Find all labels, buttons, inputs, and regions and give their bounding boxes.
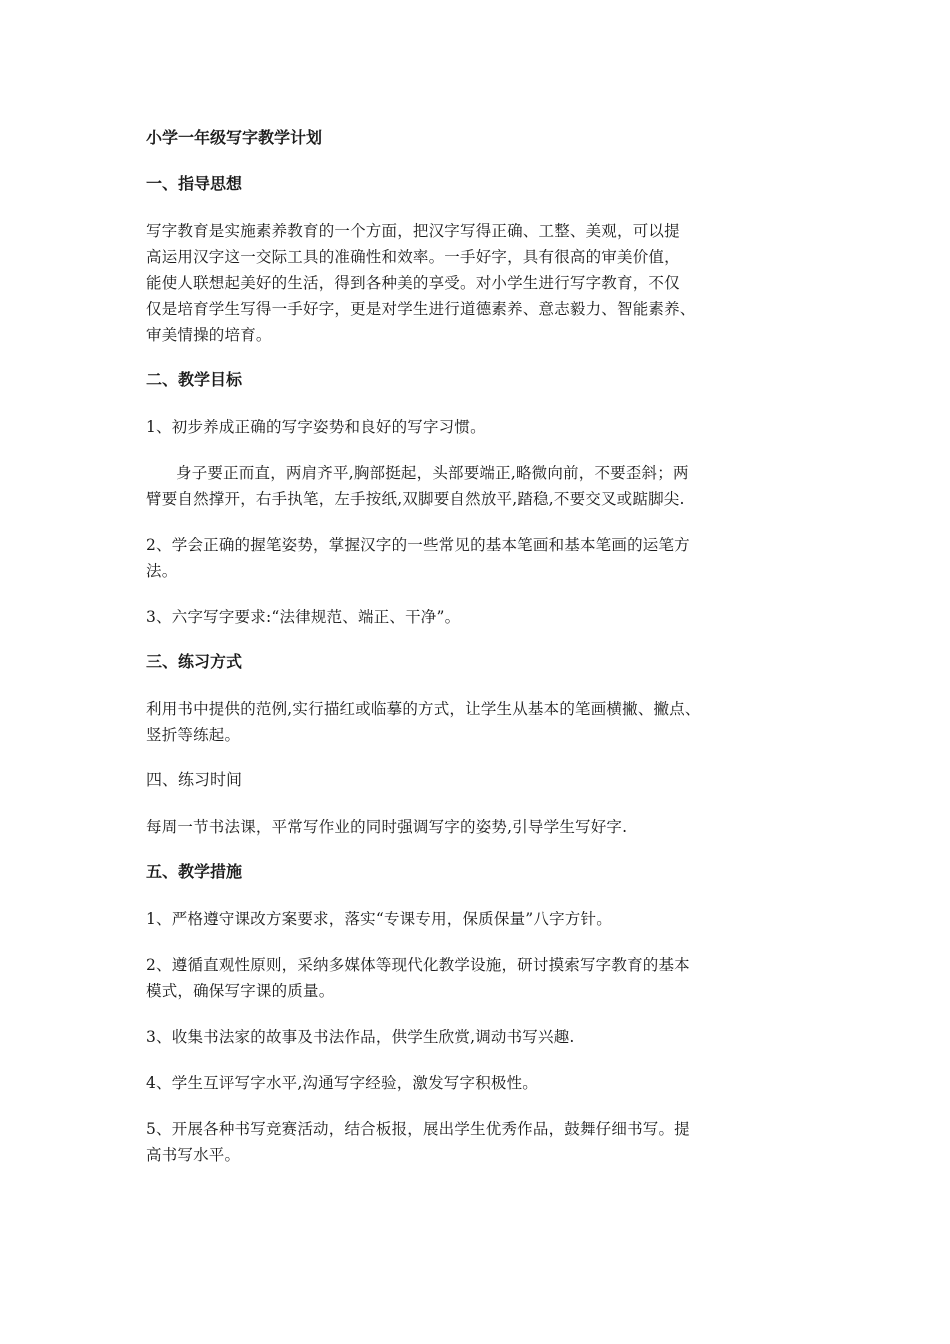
paragraph [146,814,816,840]
paragraph [146,414,816,440]
section-heading: 五、教学措施 [146,862,243,881]
text-line: 法。 [146,562,178,580]
paragraph [146,460,816,512]
text-line: 模式，确保写字课的质量。 [146,982,335,1000]
text-line: 2、学会正确的握笔姿势，掌握汉字的一些常见的基本笔画和基本笔画的运笔方 [146,536,690,554]
text-line: 写字教育是实施素养教育的一个方面，把汉字写得正确、工整、美观，可以提 [146,222,680,240]
text-line: 5、开展各种书写竞赛活动，结合板报，展出学生优秀作品，鼓舞仔细书写。提 [146,1120,690,1138]
text-line: 审美情操的培育。 [146,326,272,344]
text-line: 1、初步养成正确的写字姿势和良好的写字习惯。 [146,418,486,436]
text-line: 能使人联想起美好的生活，得到各种美的享受。对小学生进行写字教育，不仅 [146,274,680,292]
paragraph [146,952,816,1004]
paragraph [146,1116,816,1168]
section-heading: 四、练习时间 [146,770,243,789]
text-line: 高书写水平。 [146,1146,241,1164]
paragraph [146,696,816,748]
paragraph [146,218,816,348]
text-line: 身子要正而直，两肩齐平,胸部挺起，头部要端正,略微向前，不要歪斜；两 [176,464,689,482]
text-line: 高运用汉字这一交际工具的准确性和效率。一手好字，具有很高的审美价值， [146,248,680,266]
section-heading: 二、教学目标 [146,370,243,389]
text-line: 臂要自然撑开，右手执笔，左手按纸,双脚要自然放平,踏稳,不要交叉或踮脚尖. [146,490,685,508]
text-line: 仅是培育学生写得一手好字，更是对学生进行道德素养、意志毅力、智能素养、 [146,300,696,318]
text-line: 2、遵循直观性原则，采纳多媒体等现代化教学设施，研讨摸索写字教育的基本 [146,956,690,974]
text-line: 4、学生互评写字水平,沟通写字经验，激发写字积极性。 [146,1074,538,1092]
text-line: 竖折等练起。 [146,726,241,744]
text-line: 利用书中提供的范例,实行描红或临摹的方式，让学生从基本的笔画横撇、撇点、 [146,700,701,718]
text-line: 每周一节书法课，平常写作业的同时强调写字的姿势,引导学生写好字. [146,818,628,836]
paragraph [146,604,816,630]
text-line: 1、严格遵守课改方案要求，落实“专课专用，保质保量”八字方针。 [146,910,612,928]
document-page [146,126,816,1188]
paragraph [146,1070,816,1096]
paragraph [146,532,816,584]
section-heading: 一、指导思想 [146,174,243,193]
document-title: 小学一年级写字教学计划 [146,128,323,147]
paragraph [146,906,816,932]
text-line: 3、六字写字要求:“法律规范、端正、干净”。 [146,608,461,626]
section-heading: 三、练习方式 [146,652,243,671]
text-line: 3、收集书法家的故事及书法作品，供学生欣赏,调动书写兴趣. [146,1028,575,1046]
paragraph [146,1024,816,1050]
